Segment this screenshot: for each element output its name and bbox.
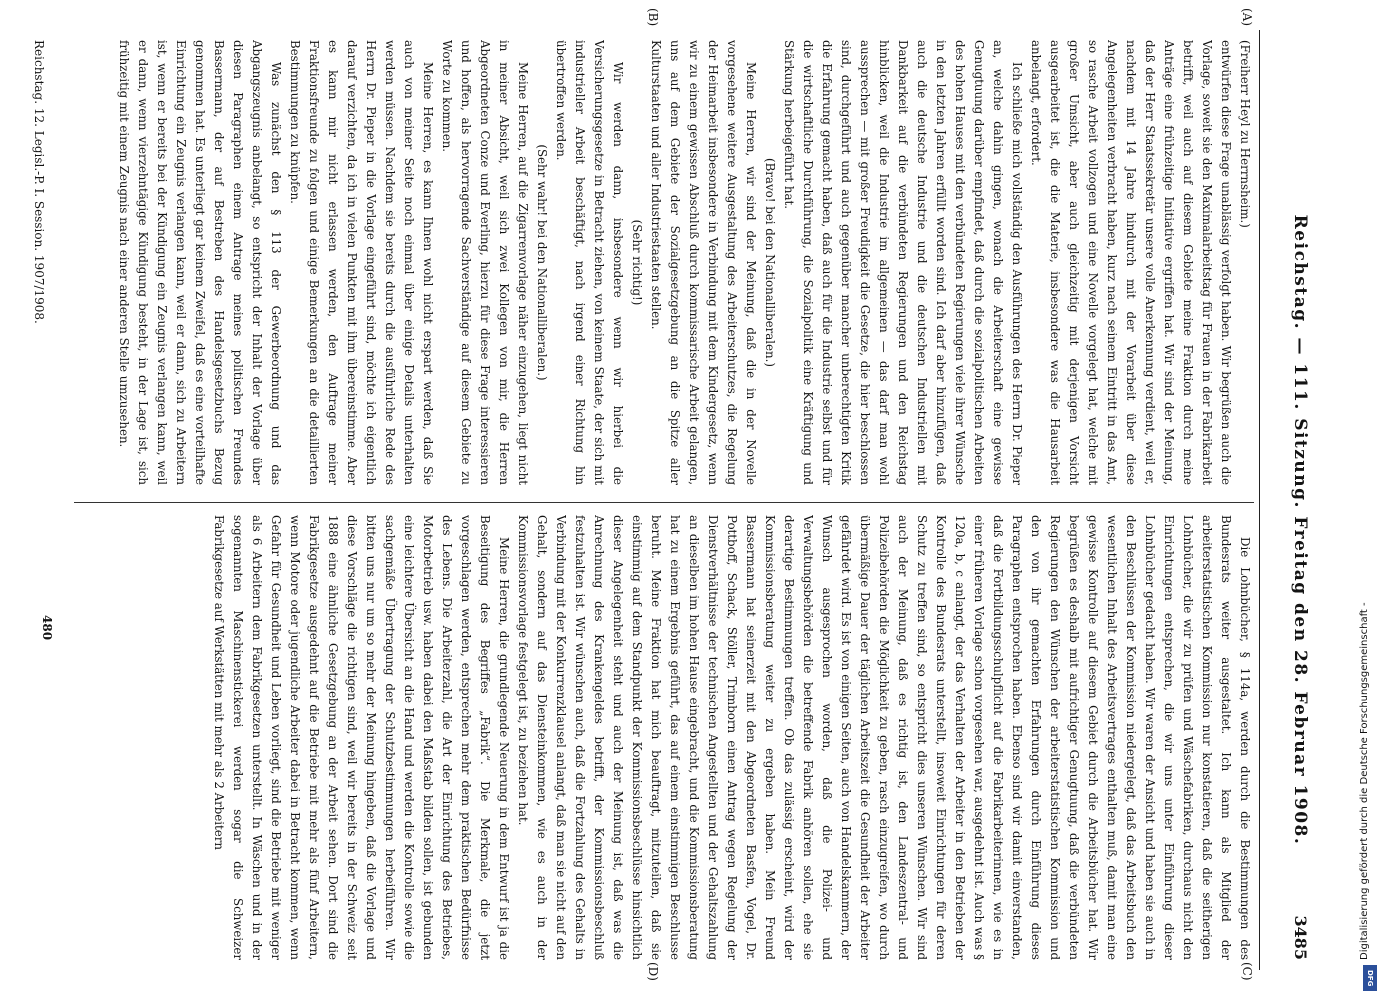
margin-marker-d: (D) <box>646 962 660 981</box>
footer-signature-number: 480 <box>40 615 54 641</box>
page-number: 3485 <box>1291 915 1310 960</box>
paragraph: Ich schließe mich vollständig den Ausführungen des Herrn Dr. Pieper an, welche dahin gingen, wonach die Arbeiterschaft eine gewisse Genugtuung darüber empfindet, daß durch die sozialpolitischen Arbeiten des hohen Hauses mit den verbündeten Regierungen viele ihrer Wünsche in den letzten Jahren erfüllt worden sind. Ich darf aber hinzufügen, daß auch die deutsche Industrie und die deutschen Industriellen mit Dankbarkeit auf die verbündeten Regierungen und den Reichstag hinblicken, weil die Industrie im allgemeinen — das darf man wohl aussprechen — mit großer Freudigkeit die Gesetze, die hier beschlossen sind, durchgeführt und auch gegenüber mancher unberechtigten Kritik die Erfahrung gemacht haben, daß auch für die Industrie selbst und für die wirtschaftliche Durchführung, die Sozialpolitik eine Kräftigung und Stärkung herbeigeführt hat. <box>782 40 1024 485</box>
applause-note: (Sehr wahr! bei den Nationalliberalen.) <box>535 144 549 381</box>
dfg-logo: DFG <box>1363 965 1377 991</box>
paragraph: Meine Herren, es kann Ihnen wohl nicht erspart werden, daß Sie auch von meiner Seite noch einmal über einige Details unterhalten werden müssen. Nachdem sie bereits durch die ausführliche Rede des Herrn Dr. Pieper in die Vorlage eingeführt sind, möchte ich eigentlich darauf verzichten, da ich in vielen Punkten mit ihm übereinstimme. Aber es kann mir nicht erlassen werden, den Auftrage meiner Fraktionsfreunde zu folgen und einige Bemerkungen an die detaillierten Bestimmungen zu knüpfen. <box>288 40 435 485</box>
header-rule <box>1259 30 1260 970</box>
applause-note: (Sehr richtig!) <box>630 219 644 306</box>
page-footer <box>18 40 58 960</box>
paragraph: entwürfen diese Frage unablässig verfolgt haben. Wir begrüßen auch die Vorlage, soweit sie den Maximalarbeitstag für Frauen in der Fabrikarbeit betrifft, weil auch auf diesem Gebiete meine Fraktion durch meine Anträge eine frühzeitige Initiative ergriffen hat. Wir sind der Meinung, daß der Herr Staatssekretär unsere volle Anerkennung verdient, weil er, nachdem mit 14 Jahre hindurch mit der Vorarbeit über diese Angelegenheiten verbracht haben, kurz nach seinem Eintritt in das Amt, so rasche Arbeit vollzogen und eine Novelle vorgelegt hat, welche mit großer Umsicht, aber auch gleichzeitig mit derjenigen Vorsicht ausgearbeitet ist, die die Materie, insbesondere was die Hausarbeit anbelangt, erfordert. <box>1029 40 1233 485</box>
paragraph: Meine Herren, auf die Zigarrenvorlage näher einzugehen, liegt nicht in meiner Absicht, weil sich zwei Kollegen von mir, die Herren Abgeordneten Conze und Everling, hierzu für diese Frage interessieren und hoffen, als hervorragende Sachverständige auf diesem Gebiete zu Worte zu kommen. <box>440 40 530 485</box>
paragraph: Meine Herren, die grundlegende Neuerung in dem Entwurf ist ja die Beseitigung des Begriffes „Fabrik“. Die Merkmale, die jetzt vorgeschlagen werden, entsprechen mehr dem praktischen Bedürfnisse des Lebens. Die Arbeiterzahl, die Art der Einrichtung des Betriebes, Motorbetrieb usw. haben dabei den Maßstab bilden sollen, ist gebunden eine leichtere Übersicht an die Hand und werden die Kontrolle sowie die sachgemäße Übertragung der Schutzbestimmungen herbeiführen. Wir bitten uns nur um so mehr der Meinung hingeben, daß die Vorlage und diese Vorschläge die richtigen sind, weil wir bereits in der Schweiz seit 1888 eine ähnliche Gesetzgebung an der Arbeit sehen. Dort sind die Fabrikgesetze ausgedehnt auf die Betriebe mit mehr als fünf Arbeitern, wenn Motore oder jugendliche Arbeiter dabei in Betracht kommen, wenn Gefahr für Gesundheit und Leben vorliegt, sind die Betriebe mit weniger als 6 Arbeitern dem Fabrikgesetzen unterstellt. In Wäschen und in der sogenannten Maschinenstickerei werden sogar die Schweizer Fabrikgesetze auf Werkstätten mit mehr als 2 Arbeitern <box>212 515 511 960</box>
margin-marker-c: (C) <box>1240 962 1254 981</box>
footer-session: Reichstag. 12. Legisl.-P. I. Session. 1907/1908. <box>32 40 46 324</box>
paragraph: Meine Herren, wir sind der Meinung, daß die in der Novelle vorgesehene weitere Ausgestaltung des Arbeiterschutzes, die Regelung der Heimarbeit insbesondere in Verbindung mit dem Kindergesetz, wenn wir zu einem gewissen Abschluß durch kommissarische Arbeit gelangen, uns auf dem Gebiete der Sozialgesetzgebung an die Spitze aller Kulturstaaten und aller Industriestaaten stellen. <box>649 40 758 485</box>
digitization-note <box>1351 0 1379 1000</box>
paragraph: Die Lohnbücher, § 114a, werden durch die Bestimmungen des Bundesrats weiter ausgestaltet. Ich kann als Mitglied der arbeiterstatistischen Kommission nur konstatieren, daß die seitherigen Lohnbücher, die wir zu prüfen und Wäschefabriken, durchaus nicht den Einrichtungen entsprechen, die wir uns unter Einführung dieser Lohnbücher gedacht haben. Wir waren der Ansicht und haben sie auch in den Beschlüssen der Kommission niedergelegt, daß das Arbeitsbuch den wesentlichen Inhalt des Arbeitsvertrages enthalten muß, damit man eine gewisse Kontrolle auf diesem Gebiet durch die Arbeitsbücher hat. Wir begrüßen es deshalb mit aufrichtiger Genugtuung, daß die verbündeten Regierungen den Wünschen der arbeiterstatistischen Kommission und den von ihr gemachten Erfahrungen durch Einführung dieses Paragraphen entsprochen haben. Ebenso sind wir damit einverstanden, daß die Fortbildungsschulpflicht auf die Fabrikarbeiterinnen, wie es in einer früheren Vorlage schon vorgesehen war, ausgedehnt ist. Auch was § 120a, b, c anlangt, der das Verhalten der Arbeiter in den Betrieben der Kontrolle des Bundesrats unterstellt, insoweit Einrichtungen für deren Schutz zu treffen sind, so entspricht dies unseren Wünschen. Wir sind auch der Meinung, daß es richtig ist, den Landeszentral- und Polizeibehörden die Möglichkeit zu geben, rasch einzugreifen, wo durch übermäßige Dauer der täglichen Arbeitszeit die Gesundheit der Arbeiter gefährdet wird. Es ist von einigen Seiten, auch von Handelskammern, der Wunsch ausgesprochen worden, daß die Polizei- und Verwaltungsbehörden die betreffende Fabrik anhören sollen, ehe sie derartige Bestimmungen treffen. Ob das zulässig erscheint, wird der Kommissionsberatung weiter zu ergeben haben. Mein Freund Bassermann hat seinerzeit mit den Abgeordneten Basfen, Vogel, Dr. Pottboff, Schack, Stöller, Trimborn einen Antrag wegen Regelung der Dienstverhältnisse der technischen Angestellten und der Gehaltszahlung an dieselben im hohen Hause eingebracht, und die Kommissionsberatung hat zu einem Ergebnis geführt, das auf einem einstimmigen Beschlusse beruht. Meine Fraktion hat mich beauftragt, mitzuteilen, daß sie einstimmig auf dem Standpunkt der Kommissionsbeschlüsse hinsichtlich dieser Angelegenheit steht und auch der Meinung ist, daß was die Anrechnung des Krankengeldes betrifft, der Kommissionsbeschluß festzuhalten ist. Wir wünschen auch, daß die Fortzahlung des Gehalts in Verbindung mit der Konkurrenzklausel anlangt, daß man sie nicht auf den Gehalt, sondern auf das Diensteinkommen, wie es auch in der Kommissionsvorlage festgelegt ist, zu beziehen hat. <box>516 515 1252 960</box>
page-title: Reichstag. — 111. Sitzung. Freitag den 28. Februar 1908. <box>1290 214 1310 846</box>
left-text-column <box>74 40 1254 485</box>
paragraph: Was zunächst den § 113 der Gewerbeordnung und das Abgangszeugnis anbelangt, so entspricht der Inhalt der Vorlage über diesen Paragraphen einem Antrage meines politischen Freundes Bassermann, der auf Bestreben des Handelsgesetzbuchs Bezug genommen hat. Es unterliegt gar keinem Zweifel, daß es eine vorteilhafte Einrichtung ein Zeugnis verlangen kann, weil er dann, sich zu Arbeitern ist, wenn er bereits bei der Kündigung ein Zeugnis verlangen kann, weil er dann, wenn vierzehntägige Kündigung besteht, in der Lage ist, sich frühzeitig mit einem Zeugnis nach einer anderen Stelle umzusehen. <box>117 40 283 485</box>
speaker-label: (Freiherr Heyl zu Herrnsheim.) <box>1238 40 1252 228</box>
margin-marker-a: (A) <box>1240 8 1254 27</box>
column-rule <box>74 502 1254 503</box>
right-text-column <box>74 515 1254 960</box>
page-header <box>1260 30 1320 970</box>
digitization-note-text: Digitalisierung gefördert durch die Deutsche Forschungsgemeinschaft - <box>1359 602 1370 960</box>
margin-marker-b: (B) <box>646 8 660 27</box>
paragraph: Wir werden dann, insbesondere wenn wir hierbei die Versicherungsgesetze in Betracht ziehen, von keinem Staate, der sich mit industrieller Arbeit beschäftigt, nach irgend einer Richtung hin übertroffen werden. <box>554 40 625 485</box>
applause-note: (Bravo! bei den Nationalliberalen.) <box>763 158 777 367</box>
